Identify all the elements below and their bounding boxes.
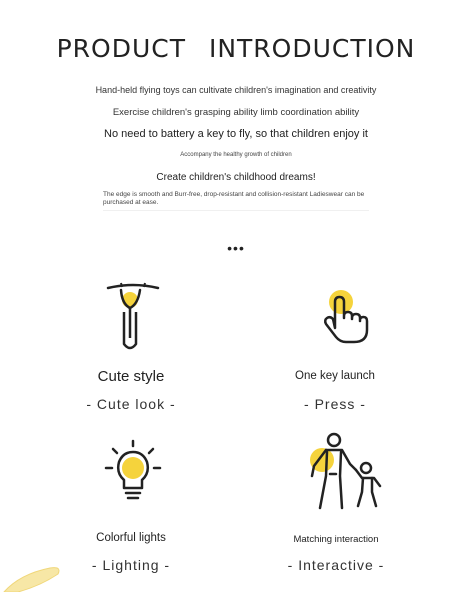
feature-subtitle-lighting: - Lighting -	[91, 557, 171, 573]
feature-subtitle-interactive: - Interactive -	[287, 557, 385, 573]
feature-subtitle-cute-look: - Cute look -	[86, 396, 176, 412]
feature-title-matching-interaction: Matching interaction	[293, 534, 379, 545]
feature-title-one-key-launch: One key launch	[295, 370, 375, 382]
feature-title-colorful-lights: Colorful lights	[96, 532, 166, 544]
intro-line-dreams: Create children's childhood dreams!	[156, 172, 316, 183]
parent-child-icon	[300, 430, 390, 519]
intro-line-healthy-growth: Accompany the healthy growth of children	[180, 152, 292, 158]
lightbulb-icon	[100, 438, 166, 511]
intro-note: The edge is smooth and Burr-free, drop-resistant and collision-resistant Ladieswear can be purchased at ease.	[103, 191, 365, 206]
intro-line-grasping: Exercise children's grasping ability limb coordination ability	[112, 107, 360, 118]
propeller-toy-icon	[100, 280, 166, 361]
intro-line-imagination: Hand-held flying toys can cultivate children's imagination and creativity	[95, 85, 377, 95]
ellipsis-divider: •••	[227, 240, 245, 256]
section-divider-line	[103, 210, 369, 211]
page-title: PRODUCT INTRODUCTION	[56, 34, 416, 63]
feature-title-cute-style: Cute style	[97, 368, 165, 385]
propeller-blade-decoration	[0, 566, 70, 597]
hand-pointer-icon	[316, 286, 376, 353]
feature-subtitle-press: - Press -	[304, 396, 366, 412]
intro-line-no-battery: No need to battery a key to fly, so that children enjoy it	[104, 128, 368, 140]
